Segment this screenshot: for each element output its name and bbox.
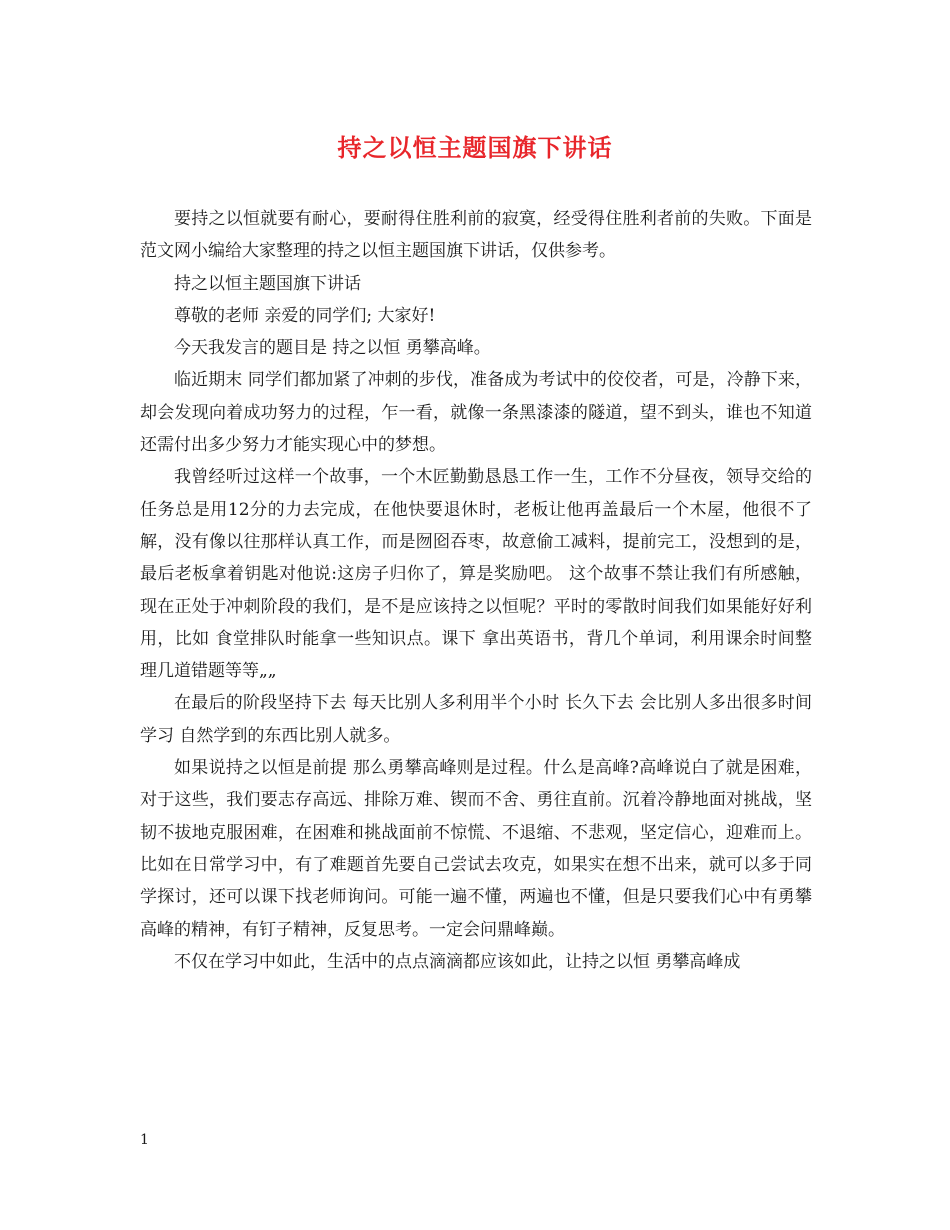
- paragraph-peak: 如果说持之以恒是前提 那么勇攀高峰则是过程。什么是高峰?高峰说白了就是困难，对于这些，我们要志存高远、排除万难、锲而不舍、勇往直前。沉着冷静地面对挑战，坚韧不拔地克服困难，在困难和挑战面前不惊慌、不退缩、不悲观，坚定信心，迎难而上。比如在日常学习中，有了难题首先要自己尝试去攻克，如果实在想不出来，就可以多于同学探讨，还可以课下找老师询问。可能一遍不懂，两遍也不懂，但是只要我们心中有勇攀高峰的精神，有钉子精神，反复思考。一定会问鼎峰巅。: [140, 758, 812, 940]
- document-body: [140, 203, 812, 978]
- paragraph-life: 不仅在学习中如此，生活中的点点滴滴都应该如此，让持之以恒 勇攀高峰成: [174, 951, 741, 972]
- paragraph-greeting: 尊敬的老师 亲爱的同学们; 大家好!: [174, 305, 436, 326]
- paragraph-story: 我曾经听过这样一个故事，一个木匠勤勤恳恳工作一生，工作不分昼夜，领导交给的任务总是用12分的力去完成，在他快要退休时，老板让他再盖最后一个木屋，他很不了解，没有像以往那样认真工作，而是囫囵吞枣，故意偷工减料，提前完工，没想到的是，最后老板拿着钥匙对他说:这房子归你了，算是奖励吧。 这个故事不禁让我们有所感触，现在正处于冲刺阶段的我们，是不是应该持之以恒呢？平时的零散时间我们如果能好好利用，比如 食堂排队时能拿一些知识点。课下 拿出英语书，背几个单词，利用课余时间整理几道错题等等„„: [140, 467, 812, 682]
- paragraph-exam: 临近期末 同学们都加紧了冲刺的步伐，准备成为考试中的佼佼者，可是，冷静下来，却会发现向着成功努力的过程，乍一看，就像一条黑漆漆的隧道，望不到头，谁也不知道还需付出多少努力才能实现心中的梦想。: [140, 370, 812, 456]
- paragraph-persist: 在最后的阶段坚持下去 每天比别人多利用半个小时 长久下去 会比别人多出很多时间学习 自然学到的东西比别人就多。: [140, 693, 812, 746]
- paragraph-intro: 要持之以恒就要有耐心，要耐得住胜利前的寂寞，经受得住胜利者前的失败。下面是范文网小编给大家整理的持之以恒主题国旗下讲话，仅供参考。: [140, 209, 812, 262]
- document-title: 持之以恒主题国旗下讲话: [337, 133, 613, 162]
- paragraph-heading: 持之以恒主题国旗下讲话: [174, 273, 361, 294]
- paragraph-topic: 今天我发言的题目是 持之以恒 勇攀高峰。: [174, 338, 491, 359]
- page-number: 1: [140, 1132, 149, 1148]
